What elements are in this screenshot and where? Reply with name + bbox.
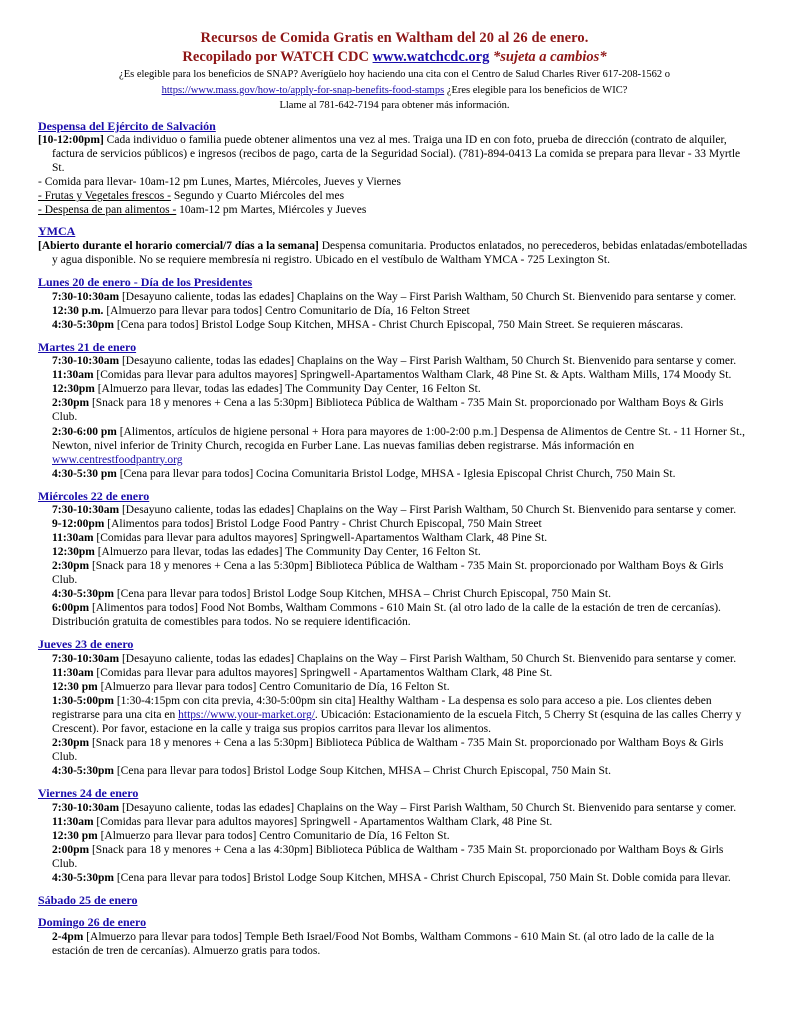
schedule-entry [38, 318, 751, 332]
salvation-produce-line [38, 189, 751, 203]
entry-description: [Cena para llevar para todos] Bristol Lodge Soup Kitchen, MHSA – Christ Church Episcopal, 750 Main St. [113, 765, 611, 778]
page-subtitle [38, 49, 751, 67]
entry-time: 9-12:00pm [52, 518, 105, 531]
section-heading-salvation-army: Despensa del Ejército de Salvación [38, 118, 216, 133]
document-header [38, 30, 751, 112]
entry-time: 12:30 pm [52, 680, 98, 693]
wic-eligibility-text: ¿Eres elegible para los beneficios de WIC? [444, 84, 628, 96]
snap-link-line [38, 84, 751, 97]
entry-description: [Almuerzo para llevar para todos] Centro Comunitario de Día, 16 Felton St. [97, 829, 450, 842]
salvation-bread-line [38, 203, 751, 217]
entry-time: 11:30am [52, 369, 94, 382]
schedule-entry [38, 736, 751, 764]
entry-description: [Snack para 18 y menores + Cena a las 5:30pm] Biblioteca Pública de Waltham - 735 Main St. proporcionado por Waltham Boys & Girls Club. [52, 737, 724, 764]
entry-description: [Snack para 18 y menores + Cena a las 4:30pm] Biblioteca Pública de Waltham - 735 Main St. proporcionado por Waltham Boys & Girls Club. [52, 843, 724, 870]
entry-time: 4:30-5:30pm [52, 318, 114, 331]
entry-time: 2:30pm [52, 737, 90, 750]
entry-description: [Desayuno caliente, todas las edades] Chaplains on the Way – First Parish Waltham, 50 Church St. Bienvenido para sentarse y comer. [119, 355, 737, 368]
entry-time: 11:30am [52, 532, 94, 545]
snap-eligibility-line: ¿Es elegible para los beneficios de SNAP? Averígüelo hoy haciendo una cita con el Centro de Salud Charles River 617-208-1562 o [119, 69, 670, 81]
entry-time: 4:30-5:30pm [52, 588, 114, 601]
entry-time: 2:30pm [52, 560, 90, 573]
watchcdc-link[interactable]: www.watchcdc.org [372, 48, 490, 65]
ymca-description: Despensa comunitaria. Productos enlatados, no perecederos, bebidas enlatadas/embotelladas y agua disponible. No se requiere membresía ni registro. Ubicado en el vestíbulo de Waltham YMCA - 725 Lexington St. [52, 240, 748, 267]
ymca-paragraph [38, 239, 751, 267]
day-heading: Miércoles 22 de enero [38, 488, 150, 503]
entry-time: 4:30-5:30pm [52, 765, 114, 778]
day-heading: Jueves 23 de enero [38, 637, 134, 652]
entry-time: 11:30am [52, 666, 94, 679]
schedule-entry [38, 666, 751, 680]
entry-time: 7:30-10:30am [52, 652, 120, 665]
entry-time: 4:30-5:30pm [52, 871, 114, 884]
entry-description: [Cena para llevar para todos] Bristol Lodge Soup Kitchen, MHSA – Christ Church Episcopal, 750 Main St. [113, 588, 611, 601]
salvation-hours: [10-12:00pm] [38, 134, 104, 147]
entry-description: [Desayuno caliente, todas las edades] Chaplains on the Way – First Parish Waltham, 50 Church St. Bienvenido para sentarse y comer. [119, 801, 737, 814]
entry-description: [Almuerzo para llevar, todas las edades] The Community Day Center, 16 Felton St. [94, 383, 481, 396]
schedule-entry [38, 829, 751, 843]
day-heading: Martes 21 de enero [38, 339, 137, 354]
entry-description: [Desayuno caliente, todas las edades] Chaplains on the Way – First Parish Waltham, 50 Church St. Bienvenido para sentarse y comer. [119, 652, 737, 665]
schedule-entry [38, 680, 751, 694]
page-title: Recursos de Comida Gratis en Waltham del 20 al 26 de enero. [200, 30, 589, 46]
snap-benefits-link[interactable]: https://www.mass.gov/how-to/apply-for-snap-benefits-food-stamps [161, 84, 445, 96]
schedule-entry [38, 601, 751, 629]
salvation-bread-label: - Despensa de pan alimentos - [38, 204, 177, 217]
entry-description: [Desayuno caliente, todas las edades] Chaplains on the Way – First Parish Waltham, 50 Church St. Bienvenido para sentarse y comer. [119, 290, 737, 303]
entry-description: [Almuerzo para llevar para todos] Temple Beth Israel/Food Not Bombs, Waltham Commons - 610 Main St. (al otro lado de la calle de la estación de tren de cercanías). Almuerzo gratis para todos. [52, 931, 715, 958]
entry-description: [Almuerzo para llevar para todos] Centro Comunitario de Día, 16 Felton St. [97, 680, 450, 693]
entry-description: [Comidas para llevar para adultos mayores] Springwell-Apartamentos Waltham Clark, 48 Pine St. & Apts. Waltham Mills, 174 Moody St. [93, 369, 732, 382]
section-heading-ymca: YMCA [38, 224, 76, 239]
entry-description: [Cena para llevar para todos] Bristol Lodge Soup Kitchen, MHSA - Christ Church Episcopal, 750 Main St. Doble comida para llevar. [113, 871, 731, 884]
entry-description: [Almuerzo para llevar, todas las edades] The Community Day Center, 16 Felton St. [94, 546, 481, 559]
entry-description: [Snack para 18 y menores + Cena a las 5:30pm] Biblioteca Pública de Waltham - 735 Main St. proporcionado por Waltham Boys & Girls Club. [52, 397, 724, 424]
entry-description: [Desayuno caliente, todas las edades] Chaplains on the Way – First Parish Waltham, 50 Church St. Bienvenido para sentarse y comer. [119, 504, 737, 517]
entry-description: [1:30-4:15pm con cita previa, 4:30-5:00pm sin cita] Healthy Waltham - La despensa es solo para acceso a pie. Los clientes deben registrarse para una cita en [52, 695, 712, 722]
entry-description: [Almuerzo para llevar para todos] Centro Comunitario de Día, 16 Felton Street [103, 304, 470, 317]
salvation-produce-schedule: Segundo y Cuarto Miércoles del mes [170, 190, 345, 203]
schedule-entry [38, 815, 751, 829]
day-heading: Lunes 20 de enero - Día de los Presidentes [38, 275, 253, 290]
entry-time: 4:30-5:30 pm [52, 467, 117, 480]
entry-time: 12:30pm [52, 383, 95, 396]
entry-time: 12:30pm [52, 546, 95, 559]
salvation-bread-schedule: 10am-12 pm Martes, Miércoles y Jueves [176, 204, 367, 217]
schedule-entry [38, 531, 751, 545]
entry-time: 6:00pm [52, 602, 90, 615]
schedule-entry [38, 545, 751, 559]
schedule-entry [38, 290, 751, 304]
schedule-entry [38, 801, 751, 815]
entry-time: 2:30-6:00 pm [52, 425, 117, 438]
entry-description: [Alimentos, artículos de higiene personal + Hora para mayores de 1:00-2:00 p.m.] Despensa de Alimentos de Centre St. - 11 Horner St., Newton, nivel inferior de Trinity Church, recogida en Furber Lane. Las nuevas familias deben registrarse. Más información en [52, 425, 746, 452]
schedule-entry [38, 368, 751, 382]
entry-description: [Cena para todos] Bristol Lodge Soup Kitchen, MHSA - Christ Church Episcopal, 750 Main Street. Se requieren máscaras. [113, 318, 684, 331]
schedule-entry [38, 652, 751, 666]
entry-time: 12:30 pm [52, 829, 98, 842]
schedule-entry [38, 587, 751, 601]
schedule-entry [38, 871, 751, 885]
schedule-entry [38, 764, 751, 778]
salvation-description: Cada individuo o familia puede obtener alimentos una vez al mes. Traiga una ID en con foto, prueba de dirección (contrato de alquiler, factura de servicios públicos) e ingresos (recibos de pago, carta de la Seguridad Social). (781)-894-0413 La comida se prepara para llevar - 33 Myrtle St. [52, 134, 741, 175]
schedule-entry [38, 354, 751, 368]
salvation-takeout-line: - Comida para llevar- 10am-12 pm Lunes, Martes, Miércoles, Jueves y Viernes [38, 176, 401, 189]
entry-time: 11:30am [52, 815, 94, 828]
entry-description-continued: . Ubicación: Estacionamiento de la escuela Fitch, 5 Cherry St (esquina de las calles Cherry y Crescent). Por favor, estacione en la calle y traiga sus propios carritos para llevar los alimentos. [52, 709, 742, 736]
schedule-entry [38, 559, 751, 587]
entry-time: 12:30 p.m. [52, 304, 104, 317]
entry-description: [Comidas para llevar para adultos mayores] Springwell - Apartamentos Waltham Clark, 48 Pine St. [93, 815, 553, 828]
entry-description: [Snack para 18 y menores + Cena a las 5:30pm] Biblioteca Pública de Waltham - 735 Main St. proporcionado por Waltham Boys & Girls Club. [52, 560, 724, 587]
day-heading: Sábado 25 de enero [38, 892, 138, 907]
subject-to-change-text: *sujeta a cambios* [489, 48, 607, 65]
entry-time: 7:30-10:30am [52, 801, 120, 814]
entry-description: [Cena para llevar para todos] Cocina Comunitaria Bristol Lodge, MHSA - Iglesia Episcopal Christ Church, 750 Main St. [116, 467, 676, 480]
schedule-entry [38, 843, 751, 871]
entry-time: 2-4pm [52, 931, 84, 944]
entry-description: [Alimentos para todos] Food Not Bombs, Waltham Commons - 610 Main St. (al otro lado de la calle de la estación de tren de cercanías). Distribución gratuita de comestibles para todos. No se requiere identificación. [52, 602, 721, 629]
weekly-schedule [38, 275, 751, 958]
entry-time: 1:30-5:00pm [52, 695, 114, 707]
day-heading: Domingo 26 de enero [38, 915, 147, 930]
schedule-entry [38, 304, 751, 318]
entry-time: 7:30-10:30am [52, 355, 120, 368]
entry-description: [Comidas para llevar para adultos mayores] Springwell-Apartamentos Waltham Clark, 48 Pine St. [93, 532, 548, 545]
entry-time: 2:30pm [52, 397, 90, 410]
entry-link[interactable]: www.centrestfoodpantry.org [52, 453, 183, 466]
schedule-entry [38, 425, 751, 467]
salvation-produce-label: - Frutas y Vegetales frescos - [38, 190, 171, 203]
day-heading: Viernes 24 de enero [38, 786, 139, 801]
schedule-entry [38, 930, 751, 958]
schedule-entry [38, 517, 751, 531]
entry-time: 2:00pm [52, 843, 90, 856]
compiled-by-text: Recopilado por WATCH CDC [182, 48, 373, 65]
schedule-entry [38, 503, 751, 517]
entry-time: 7:30-10:30am [52, 504, 120, 517]
schedule-entry [38, 396, 751, 424]
entry-time: 7:30-10:30am [52, 290, 120, 303]
schedule-entry [38, 694, 751, 736]
schedule-entry [38, 382, 751, 396]
schedule-entry [38, 467, 751, 481]
entry-description: [Comidas para llevar para adultos mayores] Springwell - Apartamentos Waltham Clark, 48 Pine St. [93, 666, 553, 679]
phone-info-line: Llame al 781-642-7194 para obtener más información. [279, 99, 510, 111]
salvation-army-paragraph [38, 133, 751, 175]
ymca-hours: [Abierto durante el horario comercial/7 días a la semana] [38, 240, 319, 253]
entry-link[interactable]: https://www.your-market.org/ [178, 709, 315, 722]
entry-description: [Alimentos para todos] Bristol Lodge Food Pantry - Christ Church Episcopal, 750 Main Street [104, 518, 542, 531]
